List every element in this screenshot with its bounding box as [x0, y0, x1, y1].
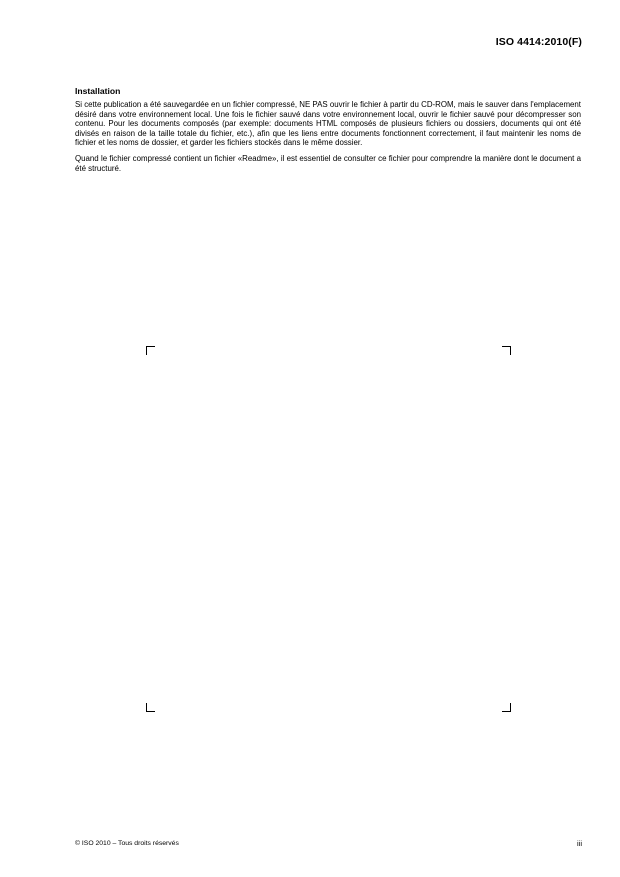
installation-paragraph-2: Quand le fichier compressé contient un fichier «Readme», il est essentiel de consulter ce fichier pour comprendre la manière dont le document a été structuré.	[75, 153, 581, 173]
installation-section	[75, 86, 581, 179]
footer-copyright: © ISO 2010 – Tous droits réservés	[75, 840, 179, 847]
crop-mark-top-right	[502, 346, 511, 355]
section-heading: Installation	[75, 86, 121, 96]
standard-reference: ISO 4414:2010(F)	[495, 36, 582, 48]
installation-paragraph-1: Si cette publication a été sauvegardée en un fichier compressé, NE PAS ouvrir le fichier à partir du CD-ROM, mais le sauver dans l'emplacement désiré dans votre environnement local. Une fois le fichier sauvé dans votre environnement local, ouvrir le fichier sauvé pour décompresser son contenu. Pour les documents composés (par exemple: documents HTML composés de plusieurs fichiers ou dossiers, documents qui ont été divisés en raison de la taille totale du fichier, etc.), afin que les liens entre documents fonctionnent correctement, il faut maintenir les noms de fichier et les noms de dossier, et garder les fichiers stockés dans le même dossier.	[75, 100, 581, 148]
crop-mark-top-left	[146, 346, 155, 355]
page-number: iii	[577, 839, 582, 848]
crop-mark-bottom-left	[146, 703, 155, 712]
crop-mark-bottom-right	[502, 703, 511, 712]
